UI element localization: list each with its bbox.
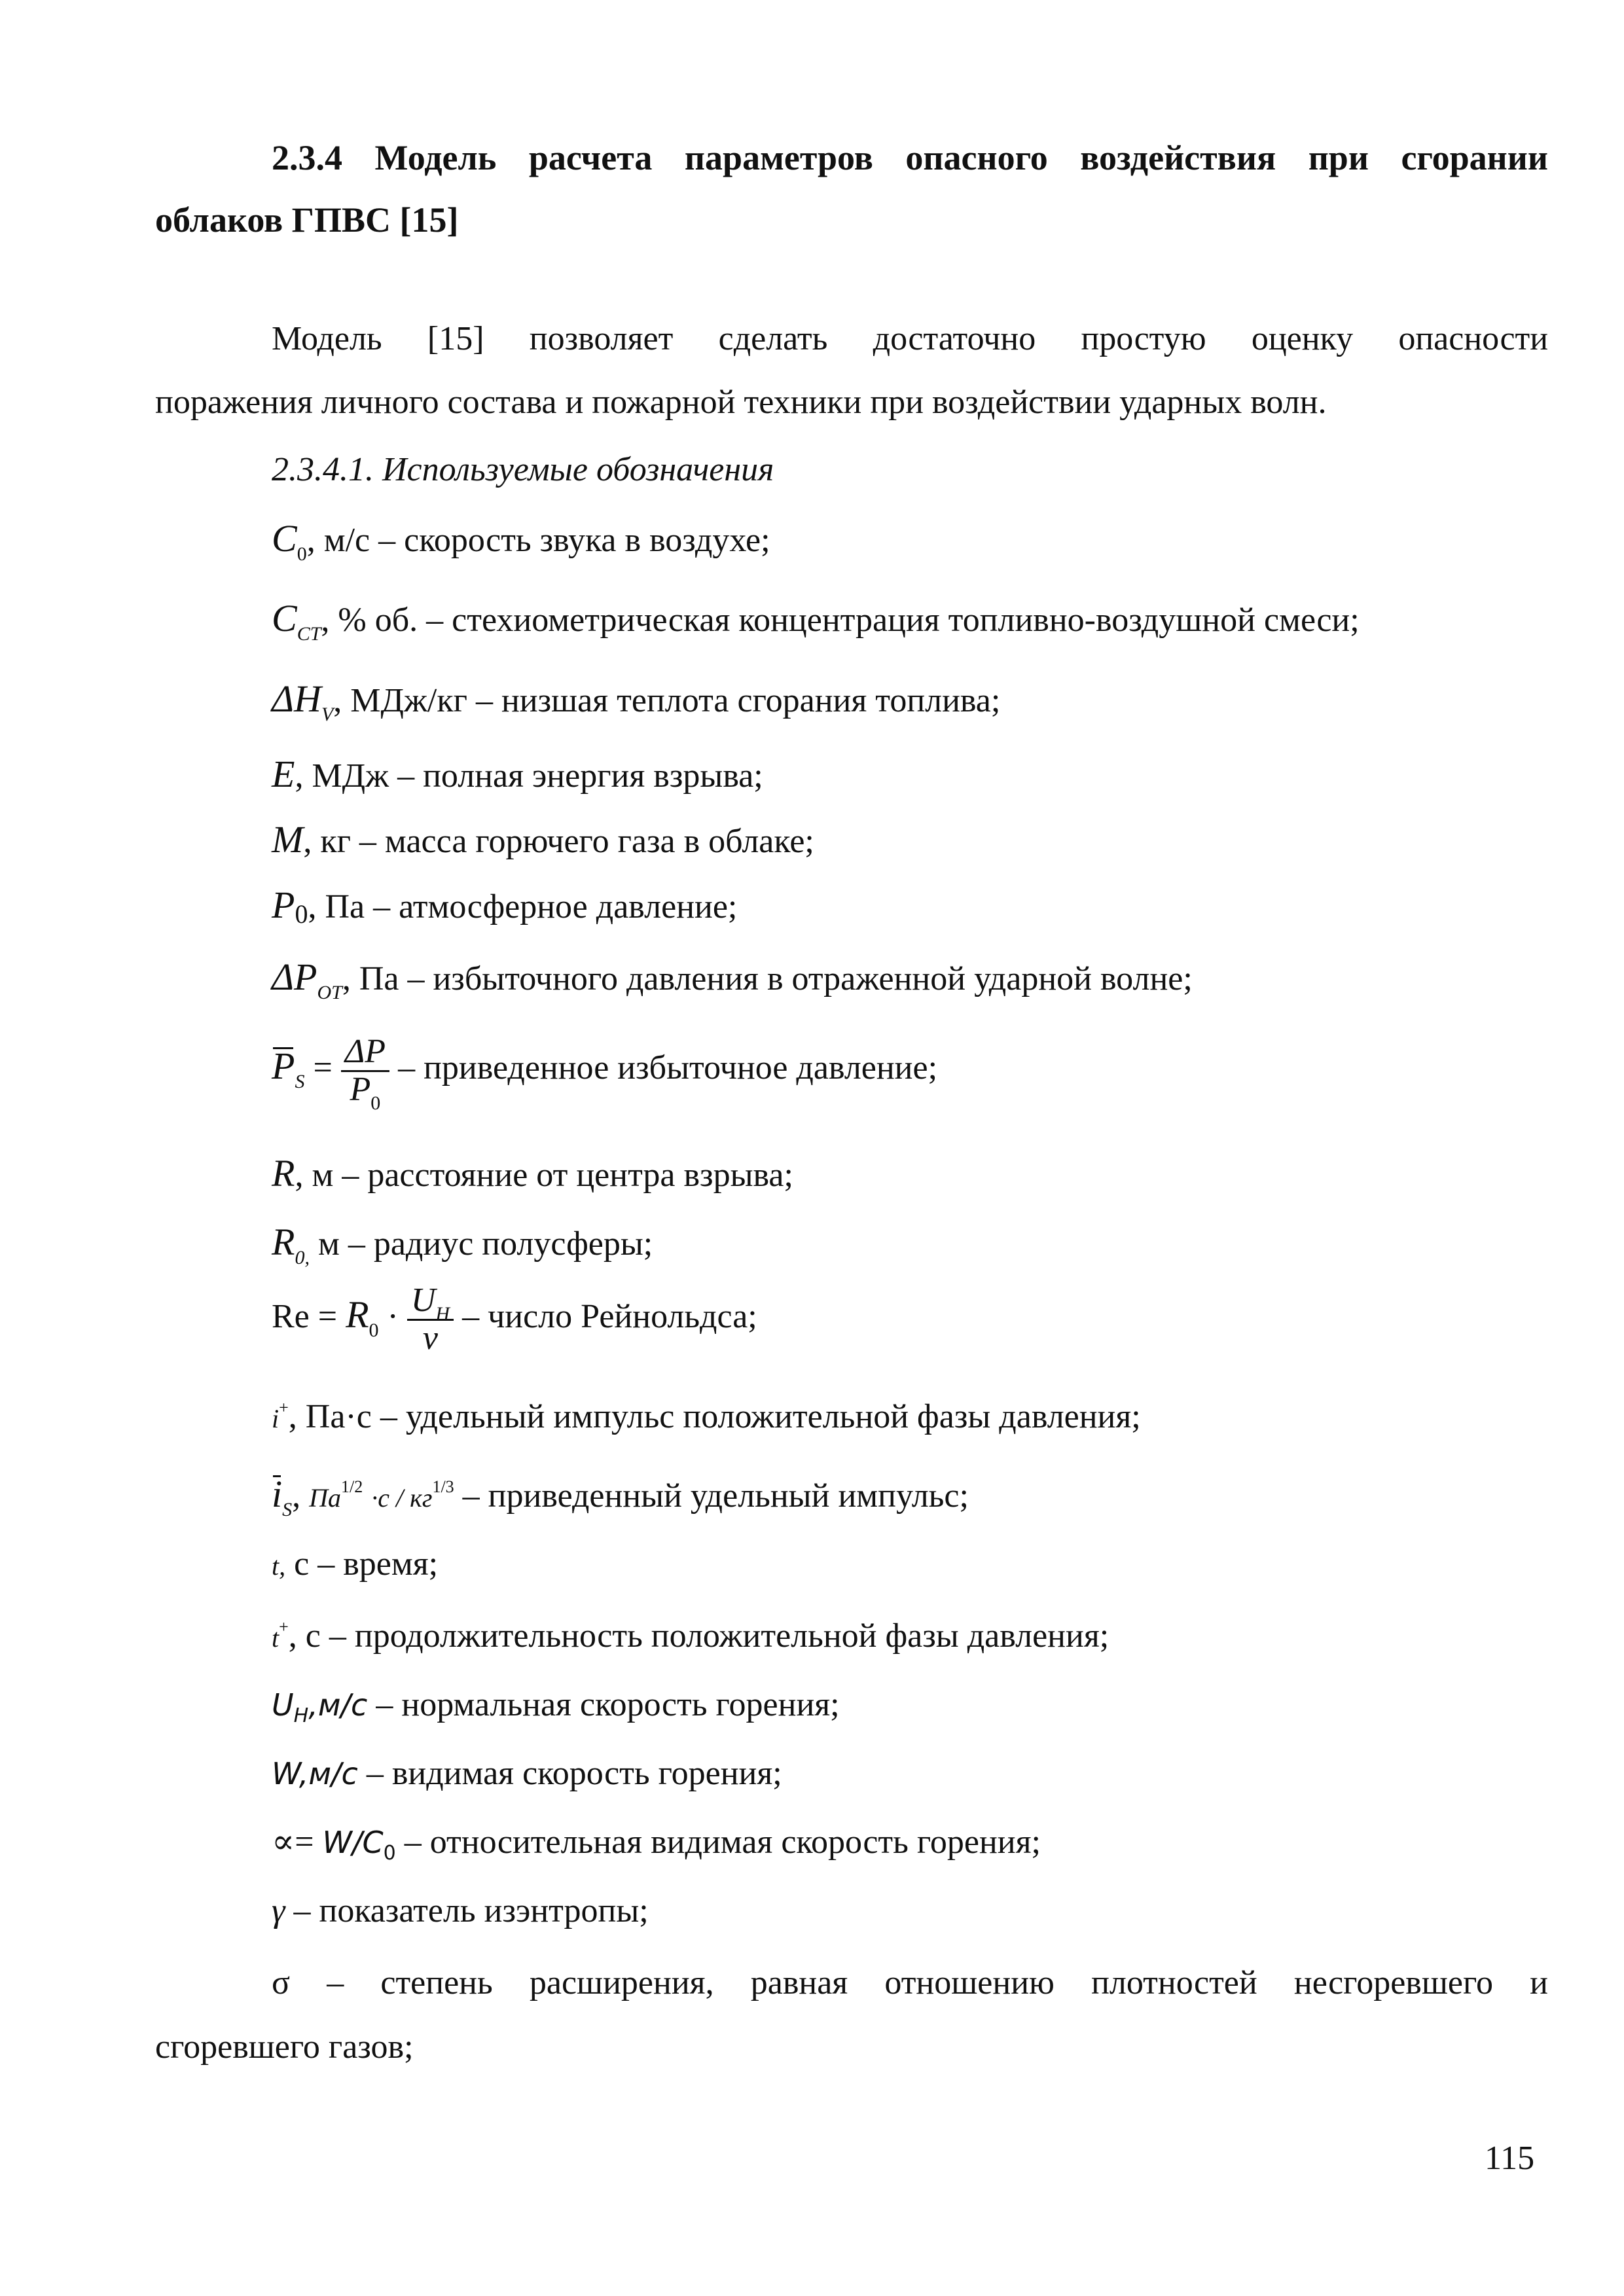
intro-word: достаточно [873,320,1036,357]
subsection-title: 2.3.4.1. Используемые обозначения [272,451,774,488]
intro-word: Модель [272,320,382,357]
re-fraction: $\frac{U_H}{\nu}$ [407,1283,454,1356]
section-heading-line1 [155,137,1548,178]
intro-word: оценку [1251,320,1354,357]
intro-word: позволяет [529,320,674,357]
symbol-i-plus: i+, Па·с – удельный импульс положительной фазы давления; [272,1398,1141,1435]
intro-word: [15] [427,320,484,357]
intro-paragraph-line1 [155,319,1548,359]
heading-word: сгорании [1401,138,1548,177]
symbol-p0: P0, Па – атмосферное давление; [272,884,738,929]
symbol-c0: $C_0$, м/с – скорость звука в воздухе; [272,517,770,565]
symbol-e: E, МДж – полная энергия взрыва; [272,753,763,795]
symbol-alpha: ∝= W/C0 – относительная видимая скорость горения; [272,1823,1041,1865]
symbol-t: t, с – время; [272,1545,439,1583]
ps-symbol: P [272,1045,295,1088]
symbol-uh: UH,м/с – нормальная скорость горения; [272,1686,840,1727]
heading-word: опасного [905,138,1048,177]
symbol-re: $Re = R_0$ · $\frac{U_H}{\nu}$ – число Рейнольдса; [272,1282,757,1357]
intro-word: сделать [718,320,828,357]
heading-word: Модель [374,138,497,177]
page-number: 115 [1485,2140,1535,2177]
symbol-sigma-line2: сгоревшего газов; [155,2028,414,2066]
intro-paragraph-line2: поражения личного состава и пожарной техники при воздействии ударных волн. [155,384,1327,421]
section-heading-line2: облаков ГПВС [15] [155,200,459,240]
heading-word: при [1308,138,1369,177]
symbol-sigma-line1: σ – степень расширения, равная отношению плотностей несгоревшего и [272,1964,1548,2001]
intro-word: опасности [1398,320,1549,357]
symbol-dhv: $\Delta H_V$, МДж/кг – низшая теплота сгорания топлива; [272,677,1001,725]
symbol-w: W,м/с – видимая скорость горения; [272,1755,782,1792]
symbol-cct: $C_{CT}$, % об. – стехиометрическая концентрация топливно-воздушной смеси; [272,597,1360,645]
symbol-i-s: $i_S$, $Па^{1/2} \cdot с / кг^{1/3}$ – приведенный удельный импульс; [272,1473,969,1520]
symbol-r0: $R_{0,}$ м – радиус полусферы; [272,1221,653,1268]
symbol-t-plus: t+, с – продолжительность положительной фазы давления; [272,1617,1110,1655]
section-number: 2.3.4 [272,138,342,177]
heading-word: воздействия [1080,138,1276,177]
symbol-dpot: $\Delta P_{OT}$, Па – избыточного давления в отраженной ударной волне; [272,956,1193,1003]
intro-word: простую [1081,320,1206,357]
ps-fraction: $\frac{\Delta P}{P_0}$ [341,1034,389,1107]
heading-word: параметров [684,138,873,177]
symbol-r: R, м – расстояние от центра взрыва; [272,1152,793,1194]
symbol-ps: $P_S$ = $\frac{\Delta P}{P_0}$ – приведенное избыточное давление; [272,1033,938,1114]
symbol-m: M, кг – масса горючего газа в облаке; [272,818,814,861]
symbol-gamma: γ – показатель изэнтропы; [272,1892,649,1929]
heading-word: расчета [528,138,653,177]
